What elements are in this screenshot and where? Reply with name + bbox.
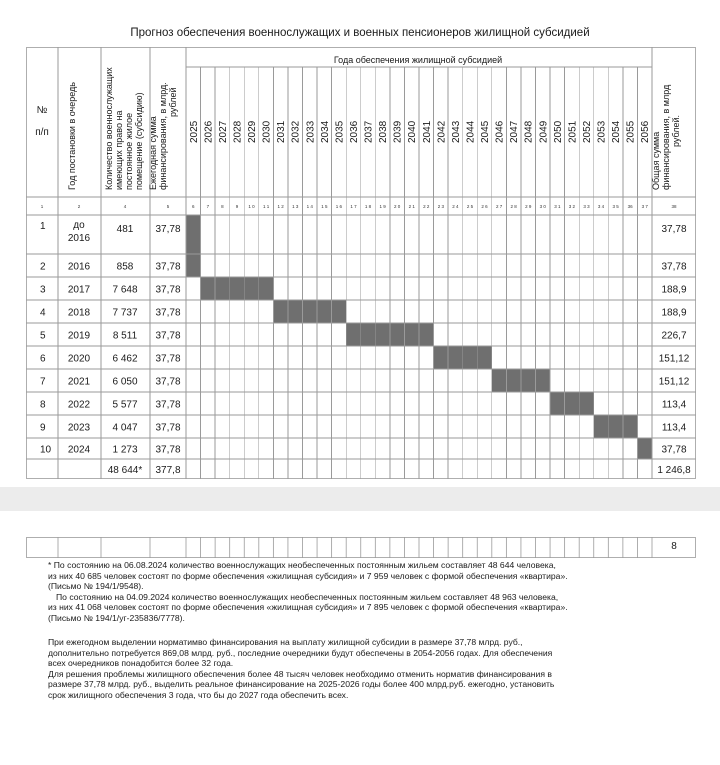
header-count-l1: Количество военнослужащих	[104, 67, 114, 190]
note-1-line-1: * По состоянию на 06.08.2024 количество военнослужащих необеспеченных постоянным жильем составляет 48 644 человека,	[48, 560, 556, 570]
year-label: 2052	[581, 120, 593, 143]
year-label: 2045	[480, 120, 492, 143]
col-number: 2 9	[525, 204, 532, 209]
row-number: 7	[40, 376, 46, 388]
row-total: 37,78	[661, 444, 687, 456]
note-2-line-2: из них 41 068 человек состоят по форме обеспечения «жилищная субсидия» и 7 895 человек с формой обеспечения «квартира».	[48, 602, 568, 612]
year-label: 2027	[217, 120, 229, 143]
col-number: 1 0	[248, 204, 255, 209]
allocation-bar	[186, 215, 201, 254]
row-annual: 37,78	[155, 444, 181, 456]
col-number: 2 3	[437, 204, 444, 209]
col-number: 38	[671, 204, 677, 209]
row-annual: 37,78	[155, 422, 181, 434]
col-number: 2	[77, 204, 81, 209]
col-number: 3 0	[539, 204, 546, 209]
year-label: 2051	[567, 120, 579, 143]
total-count: 48 644*	[107, 465, 143, 476]
document-title: Прогноз обеспечения военнослужащих и военных пенсионеров жилищной субсидией	[130, 27, 590, 39]
allocation-bar	[637, 438, 652, 459]
col-number: 3 4	[597, 204, 605, 209]
header-annual-l3: рублей	[168, 87, 178, 117]
row-number: 9	[40, 422, 46, 434]
col-number: 2 4	[452, 204, 459, 209]
col-number: 36	[627, 204, 633, 209]
col-number: 2 2	[423, 204, 430, 209]
row-count: 6 462	[112, 353, 138, 365]
col-number: 2 8	[510, 204, 517, 209]
year-label: 2055	[625, 120, 637, 143]
col-number: 2 1	[408, 204, 415, 209]
header-count-l3: постоянное жилое	[124, 112, 134, 190]
row-annual: 37,78	[155, 224, 181, 235]
col-number: 1 7	[350, 204, 357, 209]
row-total: 226,7	[661, 330, 687, 342]
year-label: 2038	[378, 120, 390, 143]
row-year: 2022	[67, 399, 91, 411]
row-count: 4 047	[112, 422, 138, 434]
col-number: 1 1	[262, 204, 270, 209]
row-total: 113,4	[661, 399, 687, 411]
year-label: 2025	[188, 120, 200, 143]
row-total: 151,12	[658, 353, 690, 365]
note-4-line-3: срок жилищного обеспечения 3 года, что бы до 2027 года обеспечить всех.	[48, 689, 349, 700]
year-label: 2033	[305, 120, 317, 143]
header-total-l1: Общая сумма	[651, 131, 661, 190]
row-year: 2023	[67, 422, 91, 434]
note-1-line-2: из них 40 685 человек состоят по форме обеспечения «жилищная субсидия» и 7 959 человек с формой обеспечения «квартира».	[48, 570, 568, 581]
col-number: 9	[235, 204, 239, 209]
row-annual: 37,78	[155, 353, 181, 365]
row-total: 188,9	[661, 307, 687, 319]
col-number: 1 8	[364, 204, 372, 209]
row-year: 2017	[67, 284, 91, 296]
year-label: 2035	[334, 120, 346, 143]
year-label: 2044	[465, 120, 477, 143]
row-count: 5 577	[112, 399, 138, 411]
row-annual: 37,78	[155, 307, 181, 319]
year-label: 2043	[450, 120, 462, 143]
col-number: 4	[123, 204, 127, 209]
year-label: 2039	[392, 120, 404, 143]
row-number: 10	[40, 444, 52, 456]
col-number: 1 3	[292, 204, 299, 209]
header-year-queue: Год постановки в очередь	[67, 82, 77, 190]
page2-number-cell: 8	[671, 541, 677, 552]
year-label: 2046	[494, 120, 506, 143]
year-label: 2041	[421, 120, 433, 143]
header-no-pp: п/п	[35, 127, 49, 138]
allocation-bar	[186, 254, 201, 277]
year-label: 2040	[407, 120, 419, 143]
col-number: 3 5	[612, 204, 619, 209]
col-number: 1 6	[335, 204, 343, 209]
header-annual-l1: Ежегодная сумма	[148, 116, 158, 190]
note-4-line-2: размере 37,78 млрд. руб., выделить реальное финансирование на 2025-2026 годы более 400 млрд.руб. ежегодно, установить	[48, 679, 555, 689]
header-no: №	[36, 105, 48, 116]
allocation-bar	[550, 392, 594, 415]
row-year: 2021	[67, 376, 91, 388]
row-count: 7 737	[112, 307, 138, 319]
row-annual: 37,78	[155, 376, 181, 388]
row-year: 2024	[67, 444, 91, 456]
note-3-line-2: дополнительно потребуется 869,08 млрд. руб., последние очередники будут обеспечены в 2054-2056 годах. Для обеспечения	[48, 647, 553, 658]
col-number: 2 0	[394, 204, 401, 209]
year-label: 2037	[363, 120, 375, 143]
row-year: 2020	[67, 353, 91, 365]
allocation-bar	[273, 300, 346, 323]
col-number: 2 7	[495, 204, 503, 209]
year-label: 2034	[319, 120, 331, 143]
year-label: 2042	[436, 120, 448, 143]
col-number: 1	[40, 204, 44, 209]
allocation-bar	[594, 415, 638, 438]
row-count: 858	[116, 261, 134, 273]
row-number: 2	[40, 261, 46, 273]
row-number: 6	[40, 353, 46, 365]
year-label: 2054	[611, 120, 623, 143]
col-number: 3 3	[583, 204, 590, 209]
row-number: 1	[40, 221, 46, 232]
subsidy-schedule-table	[26, 47, 696, 479]
year-label: 2053	[596, 120, 608, 143]
col-number: 3 2	[568, 204, 576, 209]
row-count: 481	[116, 224, 134, 235]
year-label: 2049	[538, 120, 550, 143]
year-label: 2056	[640, 120, 652, 143]
allocation-bar	[201, 277, 274, 300]
year-label: 2048	[523, 120, 535, 143]
row-year: 2019	[67, 330, 91, 342]
row-annual: 37,78	[155, 284, 181, 296]
header-annual-l2: финансирования, в млрд.	[158, 82, 168, 190]
row-count: 7 648	[112, 284, 138, 296]
year-label: 2036	[348, 120, 360, 143]
note-1-line-3: (Письмо № 194/1/9548).	[48, 581, 144, 591]
row-annual: 37,78	[155, 261, 181, 273]
row-count: 6 050	[112, 376, 138, 388]
row-total: 37,78	[661, 261, 687, 273]
year-label: 2026	[203, 120, 215, 143]
row-total: 151,12	[658, 376, 690, 388]
year-label: 2050	[552, 120, 564, 143]
header-total-l2: финансирования, в млрд	[661, 84, 671, 190]
header-total-l3: рублей.	[671, 114, 681, 147]
row-year: 2016	[67, 233, 91, 244]
row-number: 5	[40, 330, 46, 342]
row-total: 37,78	[661, 224, 687, 235]
page-break-band	[0, 487, 720, 511]
row-annual: 37,78	[155, 330, 181, 342]
col-number: 1 4	[306, 204, 313, 209]
row-annual: 37,78	[155, 399, 181, 411]
col-number: 3 1	[554, 204, 561, 209]
col-number: 8	[221, 204, 224, 209]
row-year: до	[73, 220, 85, 231]
year-label: 2029	[247, 120, 259, 143]
note-2-line-3: (Письмо № 194/1/уг-235836/7778).	[48, 612, 185, 623]
header-years-group: Года обеспечения жилищной субсидией	[333, 55, 503, 65]
year-label: 2028	[232, 120, 244, 143]
row-total: 188,9	[661, 284, 687, 296]
row-year: 2018	[67, 307, 91, 319]
col-number: 2 5	[466, 204, 474, 209]
year-label: 2030	[261, 120, 273, 143]
row-total: 113,4	[661, 422, 687, 434]
col-number: 3 7	[641, 204, 648, 209]
total-sum: 1 246,8	[657, 465, 691, 476]
note-4-line-1: Для решения проблемы жилищного обеспечения более 48 тысяч человек необходимо отменить норматив финансирования в	[48, 668, 552, 679]
year-label: 2032	[290, 120, 302, 143]
total-annual: 377,8	[155, 465, 181, 476]
col-number: 1 5	[321, 204, 328, 209]
col-number: 2 6	[481, 204, 488, 209]
year-label: 2047	[509, 120, 521, 143]
col-number: 1 2	[277, 204, 284, 209]
year-label: 2031	[276, 120, 288, 143]
row-year: 2016	[67, 261, 91, 273]
col-number: 5	[166, 204, 170, 209]
row-count: 8 511	[112, 330, 138, 342]
note-2-line-1: По состоянию на 04.09.2024 количество военнослужащих необеспеченных постоянным жильем составляет 48 963 человека,	[56, 591, 559, 602]
row-number: 4	[40, 307, 46, 319]
footnotes	[48, 560, 672, 700]
row-count: 1 273	[112, 444, 138, 456]
col-number: 6	[192, 204, 195, 209]
header-count-l2: имеющих право на	[114, 110, 124, 190]
row-number: 8	[40, 399, 46, 411]
note-3-line-1: При ежегодном выделении норматимво финансирования на выплату жилищной субсидии в размере 37,78 млрд. руб.,	[48, 637, 523, 647]
page2-table-row	[26, 537, 696, 559]
col-number: 1 9	[379, 204, 386, 209]
row-number: 3	[40, 284, 46, 296]
header-count-l4: помещение (субсидию)	[134, 92, 144, 190]
col-number: 7	[206, 204, 210, 209]
note-3-line-3: всех очередников понадобится более 32 года.	[48, 658, 234, 668]
